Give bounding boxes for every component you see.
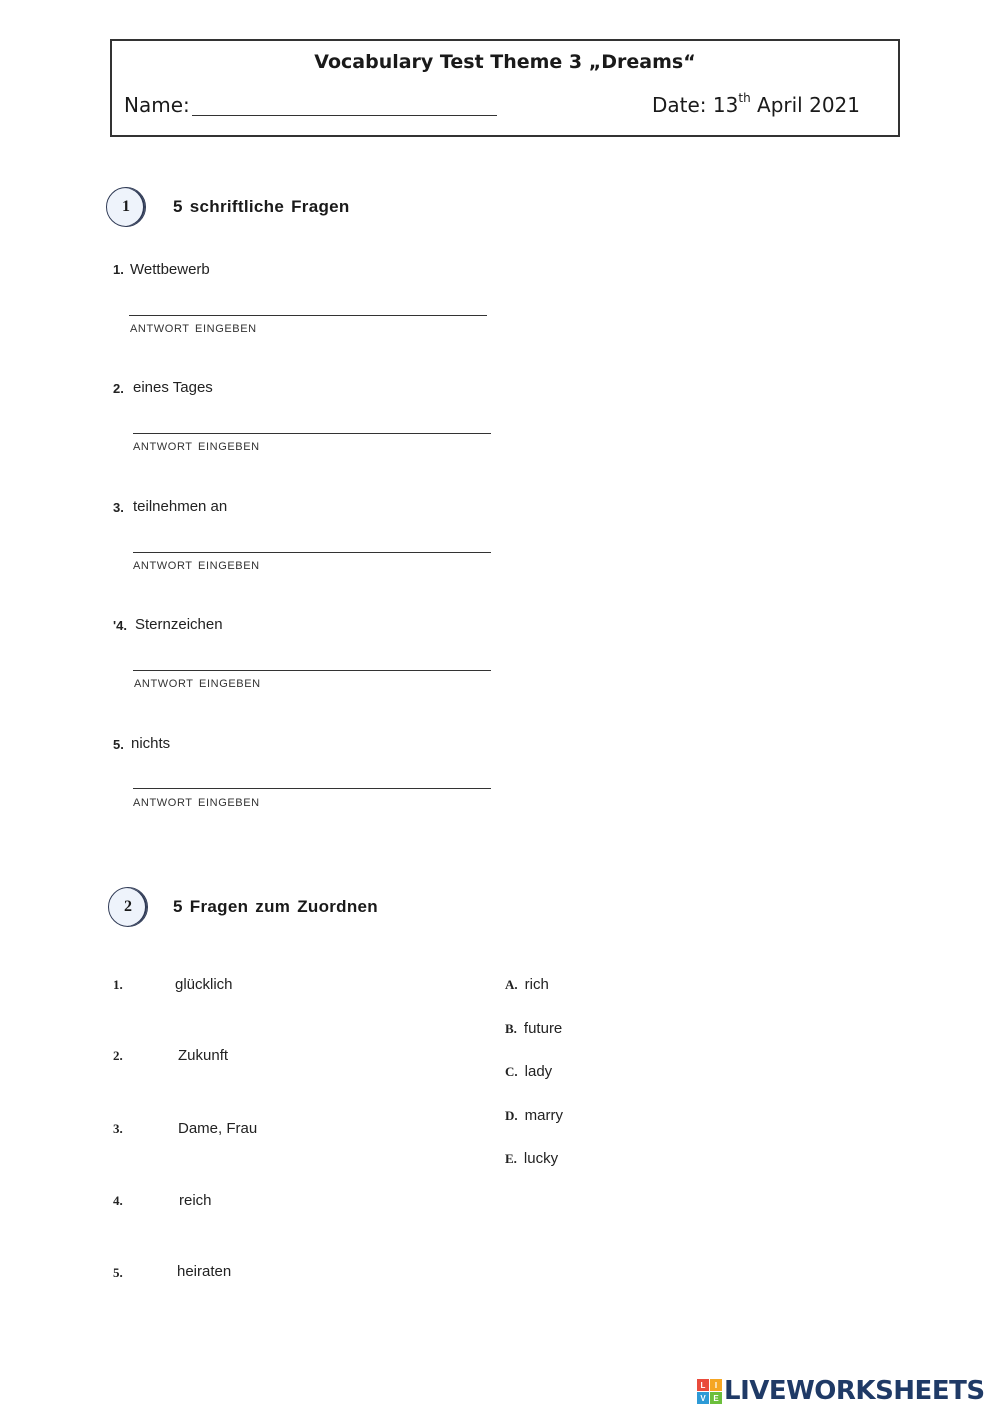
question-word: Sternzeichen: [135, 616, 223, 633]
question-number: 5.: [113, 737, 124, 752]
logo-text: LIVEWORKSHEETS: [724, 1376, 985, 1406]
header-box: [110, 39, 900, 137]
test-title: Vocabulary Test Theme 3 „Dreams“: [314, 51, 696, 73]
option-word: future: [523, 1020, 563, 1037]
match-item-word[interactable]: glücklich: [175, 976, 233, 993]
option-letter: B.: [505, 1021, 517, 1036]
match-item-number: 3.: [113, 1121, 123, 1136]
match-option[interactable]: [505, 1020, 562, 1038]
answer-input-5[interactable]: [133, 788, 491, 789]
date: [652, 93, 860, 117]
option-letter: A.: [505, 977, 518, 992]
option-letter: C.: [505, 1064, 518, 1079]
section-1-title: 5 schriftliche Fragen: [173, 197, 350, 216]
question-word: nichts: [131, 735, 171, 752]
section-1-number-circle: 1: [106, 187, 146, 227]
option-word: rich: [524, 976, 549, 993]
date-suffix: April 2021: [750, 93, 860, 117]
name-input-line[interactable]: [192, 115, 497, 116]
liveworksheets-logo: [697, 1376, 985, 1406]
date-prefix: Date: 13: [652, 93, 739, 117]
option-letter: E.: [505, 1151, 517, 1166]
answer-label: ANTWORT EINGEBEN: [133, 560, 260, 572]
answer-label: ANTWORT EINGEBEN: [134, 678, 261, 690]
logo-mark-cell: L: [697, 1379, 709, 1391]
question-word: eines Tages: [133, 379, 213, 396]
answer-input-2[interactable]: [133, 433, 491, 434]
logo-mark-cell: E: [710, 1392, 722, 1404]
match-option[interactable]: [505, 1063, 552, 1081]
logo-mark-cell: V: [697, 1392, 709, 1404]
option-word: marry: [524, 1107, 563, 1124]
answer-input-1[interactable]: [129, 315, 487, 316]
answer-input-4[interactable]: [133, 670, 491, 671]
section-2-title: 5 Fragen zum Zuordnen: [173, 897, 378, 916]
match-item-word[interactable]: reich: [179, 1192, 212, 1209]
section-2-number-circle: 2: [108, 887, 148, 927]
answer-label: ANTWORT EINGEBEN: [133, 441, 260, 453]
match-item-word[interactable]: heiraten: [177, 1263, 232, 1280]
match-item-word[interactable]: Dame, Frau: [178, 1120, 258, 1137]
logo-mark-icon: [697, 1379, 721, 1403]
logo-mark-cell: I: [710, 1379, 722, 1391]
match-item-number: 4.: [113, 1193, 123, 1208]
answer-input-3[interactable]: [133, 552, 491, 553]
match-item-number: 2.: [113, 1048, 123, 1063]
option-word: lucky: [523, 1150, 559, 1167]
question-number: '4.: [113, 618, 127, 633]
question-word: teilnehmen an: [133, 498, 228, 515]
name-label: Name:: [124, 93, 190, 117]
answer-label: ANTWORT EINGEBEN: [130, 323, 257, 335]
match-option[interactable]: [505, 1150, 558, 1168]
question-number: 3.: [113, 500, 124, 515]
match-option[interactable]: [505, 1107, 563, 1125]
answer-label: ANTWORT EINGEBEN: [133, 797, 260, 809]
question-number: 1.: [113, 262, 124, 277]
option-word: lady: [524, 1063, 553, 1080]
match-option[interactable]: [505, 976, 549, 994]
date-superscript: th: [738, 91, 751, 106]
option-letter: D.: [505, 1108, 518, 1123]
match-item-number: 5.: [113, 1265, 123, 1280]
match-item-word[interactable]: Zukunft: [178, 1047, 229, 1064]
match-item-number: 1.: [113, 977, 123, 992]
question-word: Wettbewerb: [130, 261, 210, 278]
question-number: 2.: [113, 381, 124, 396]
